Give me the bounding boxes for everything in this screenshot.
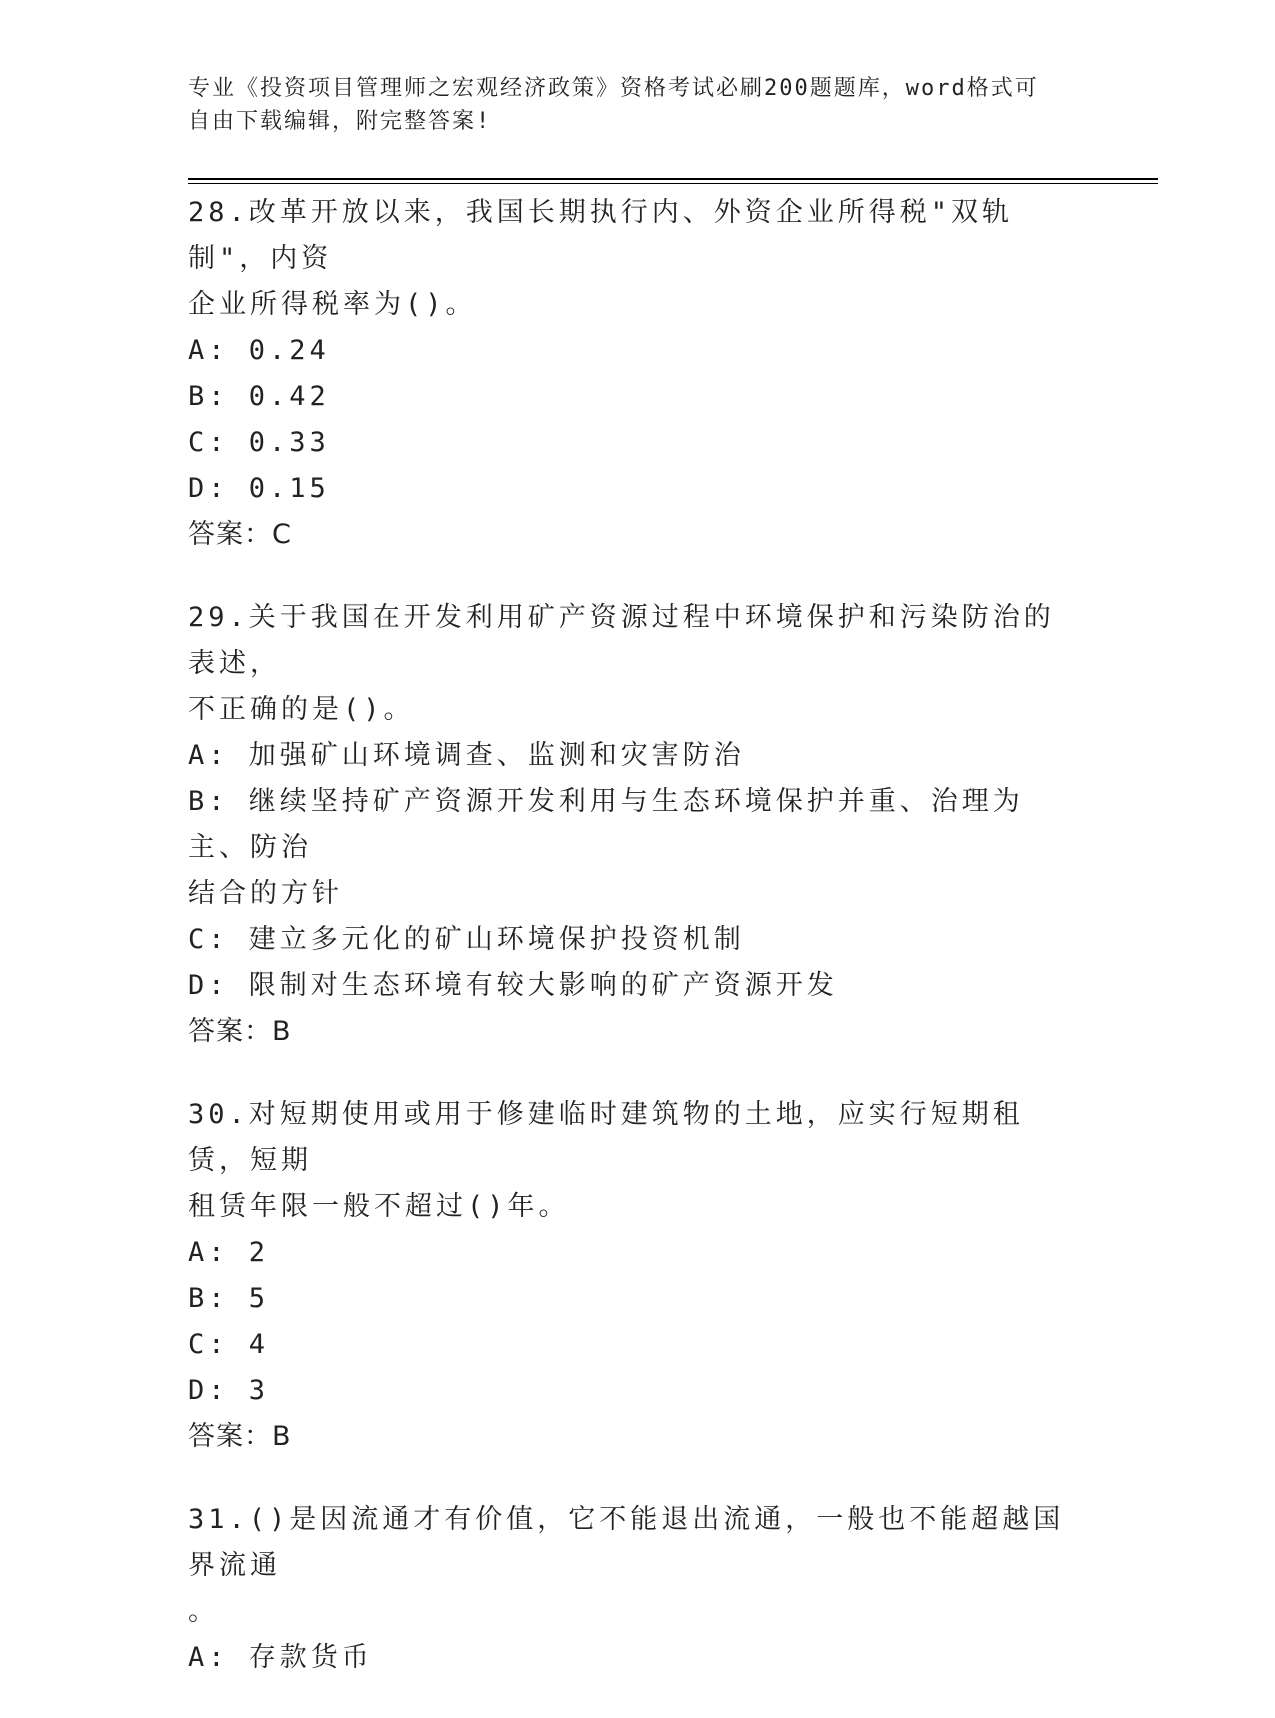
option-a: A: 加强矿山环境调查、监测和灾害防治 [188, 740, 745, 771]
option-d: D: 0.15 [188, 473, 330, 504]
question-stem-continued: 企业所得税率为()。 [188, 289, 477, 320]
question-29 [188, 595, 1068, 1055]
option-a: A: 0.24 [188, 335, 330, 366]
answer-line: 答案：B [188, 1421, 292, 1452]
option-b: B: 5 [188, 1283, 270, 1314]
question-31 [188, 1497, 1068, 1681]
option-a: A: 2 [188, 1237, 270, 1268]
option-c: C: 0.33 [188, 427, 330, 458]
question-stem-continued: 。 [188, 1596, 219, 1627]
question-stem: 31.()是因流通才有价值，它不能退出流通，一般也不能超越国界流通 [188, 1504, 1065, 1581]
answer-line: 答案：C [188, 519, 292, 550]
option-a: A: 存款货币 [188, 1642, 373, 1673]
header-line-2: 自由下载编辑，附完整答案! [188, 109, 492, 134]
document-header [188, 72, 1088, 138]
option-b-continued: 结合的方针 [188, 878, 343, 909]
option-b: B: 继续坚持矿产资源开发利用与生态环境保护并重、治理为主、防治 [188, 786, 1024, 863]
question-30 [188, 1092, 1068, 1460]
option-c: C: 建立多元化的矿山环境保护投资机制 [188, 924, 745, 955]
header-line-1: 专业《投资项目管理师之宏观经济政策》资格考试必刷200题题库，word格式可 [188, 76, 1039, 101]
question-stem-continued: 租赁年限一般不超过()年。 [188, 1191, 570, 1222]
option-d: D: 3 [188, 1375, 270, 1406]
header-divider-thick [188, 178, 1158, 180]
option-d: D: 限制对生态环境有较大影响的矿产资源开发 [188, 970, 838, 1001]
option-b: B: 0.42 [188, 381, 330, 412]
header-divider-thin [188, 183, 1158, 184]
question-stem: 29.关于我国在开发利用矿产资源过程中环境保护和污染防治的表述， [188, 602, 1055, 679]
question-stem: 28.改革开放以来，我国长期执行内、外资企业所得税"双轨制"，内资 [188, 197, 1014, 274]
question-stem: 30.对短期使用或用于修建临时建筑物的土地，应实行短期租赁，短期 [188, 1099, 1024, 1176]
answer-line: 答案：B [188, 1016, 292, 1047]
option-c: C: 4 [188, 1329, 270, 1360]
question-28 [188, 190, 1068, 558]
question-list [188, 190, 1068, 1718]
question-stem-continued: 不正确的是()。 [188, 694, 415, 725]
